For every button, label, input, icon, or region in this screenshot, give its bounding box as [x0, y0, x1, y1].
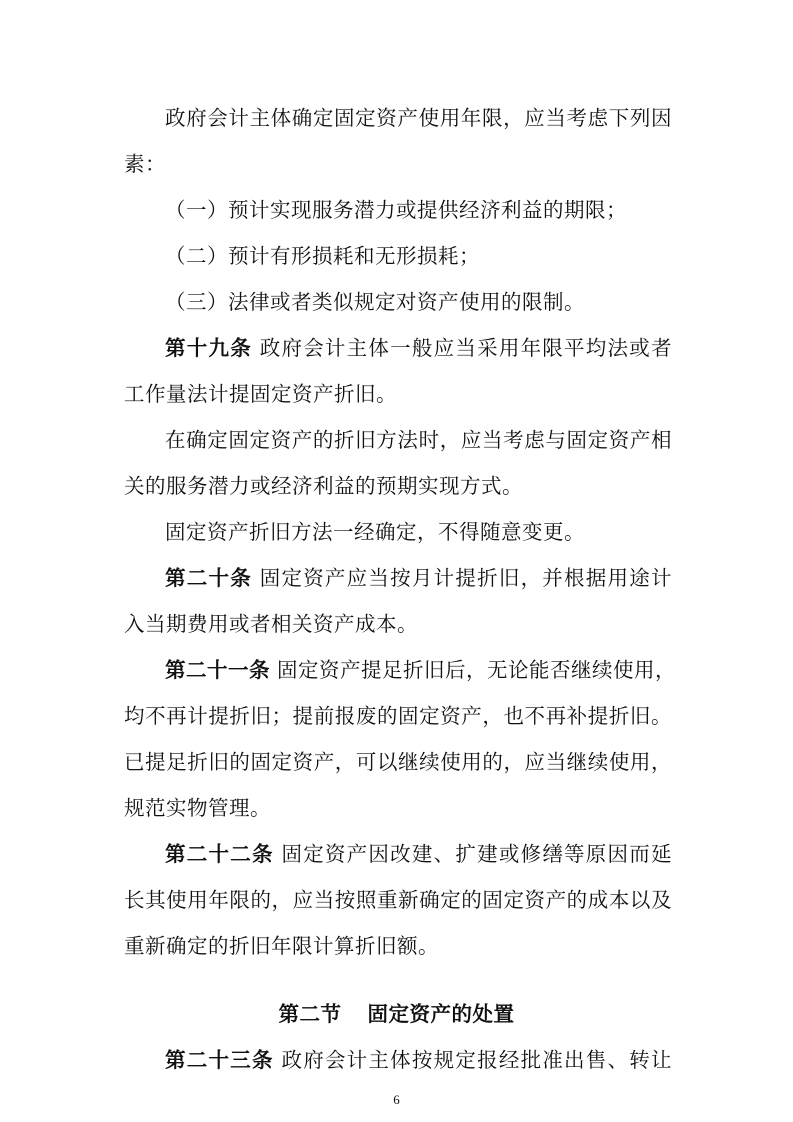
paragraph-line: 关的服务潜力或经济利益的预期实现方式。 — [124, 474, 523, 498]
page-number: 6 — [393, 1092, 400, 1107]
article-label: 第二十一条 — [165, 658, 270, 682]
paragraph-line: 工作量法计提固定资产折旧。 — [124, 382, 397, 406]
paragraph-line: 在确定固定资产的折旧方法时，应当考虑与固定资产相 — [165, 428, 672, 452]
article-line: 第二十三条 政府会计主体按规定报经批准出售、转让 — [165, 1048, 673, 1072]
paragraph-line: 均不再计提折旧；提前报废的固定资产，也不再补提折旧。 — [124, 704, 672, 728]
paragraph-line: 规范实物管理。 — [124, 796, 271, 820]
section-title: 固定资产的处置 — [367, 1002, 515, 1026]
article-label: 第二十三条 — [165, 1048, 274, 1072]
section-heading — [0, 1000, 793, 1028]
paragraph-line: 入当期费用或者相关资产成本。 — [124, 612, 418, 636]
paragraph-line: 已提足折旧的固定资产，可以继续使用的，应当继续使用， — [124, 750, 672, 774]
article-line: 第十九条 政府会计主体一般应当采用年限平均法或者 — [165, 336, 672, 360]
article-label: 第二十二条 — [165, 842, 274, 866]
article-line: 第二十一条 固定资产提足折旧后，无论能否继续使用， — [165, 658, 677, 682]
list-item: （三）法律或者类似规定对资产使用的限制。 — [165, 290, 585, 314]
paragraph-line: 重新确定的折旧年限计算折旧额。 — [124, 934, 439, 958]
article-line: 第二十条 固定资产应当按月计提折旧，并根据用途计 — [165, 566, 672, 590]
article-label: 第十九条 — [165, 336, 252, 360]
paragraph-line: 素： — [124, 152, 166, 176]
list-item: （二）预计有形损耗和无形损耗； — [165, 244, 480, 268]
list-item: （一）预计实现服务潜力或提供经济利益的期限； — [165, 198, 627, 222]
article-line: 第二十二条 固定资产因改建、扩建或修缮等原因而延 — [165, 842, 673, 866]
article-label: 第二十条 — [165, 566, 252, 590]
paragraph-line: 长其使用年限的，应当按照重新确定的固定资产的成本以及 — [124, 888, 672, 912]
paragraph-line: 政府会计主体确定固定资产使用年限，应当考虑下列因 — [165, 106, 672, 130]
section-label: 第二节 — [278, 1002, 342, 1026]
paragraph-line: 固定资产折旧方法一经确定，不得随意变更。 — [165, 520, 585, 544]
